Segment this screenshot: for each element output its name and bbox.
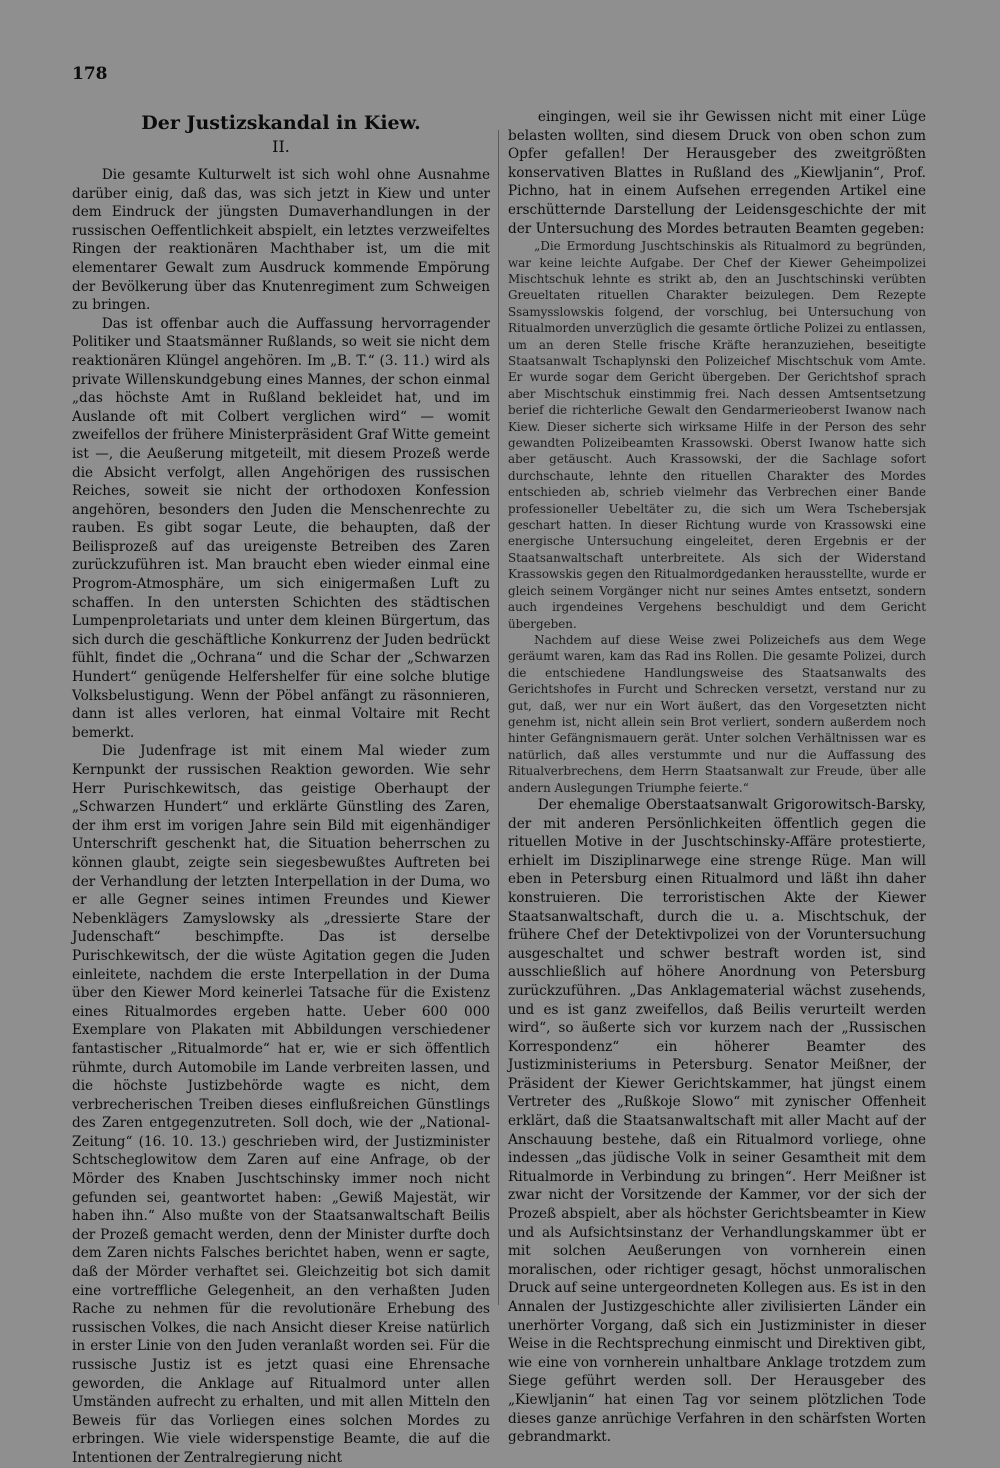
paragraph: Der ehemalige Oberstaatsanwalt Grigorowitsch-Barsky, der mit anderen Persönlichkeiten öffentlich gegen die rituellen Motive in der Juschtschinsky-Affäre protestierte, erhielt im Disziplinarwege eine strenge Rüge. Man will eben in Petersburg einen Ritualmord und läßt ihn daher konstruieren. Die terroristischen Akte der Kiewer Staatsanwaltschaft, durch die u. a. Mischtschuk, der frühere Chef der Detektivpolizei von der Voruntersuchung ausgeschaltet und schwer bestraft worden ist, sind ausschließlich auf höhere Anordnung von Petersburg zurückzuführen. „Das Anklagematerial wächst zusehends, und es ist ganz zweifellos, daß Beilis verurteilt werden wird“, so äußerte sich vor kurzem nach der „Russischen Korrespondenz“ ein höherer Beamter des Justizministeriums in Petersburg. Senator Meißner, der Präsident der Kiewer Gerichtskammer, hat jüngst einem Vertreter des „Rußkoje Slowo“ mit zynischer Offenheit erklärt, daß die Staatsanwaltschaft mit aller Macht auf der Anschauung bestehe, daß ein Ritualmord vorliege, ohne indessen „das jüdische Volk in seiner Gesamtheit mit dem Ritualmorde in Verbindung zu bringen“. Herr Meißner ist zwar nicht der Vorsitzende der Kammer, vor der sich der Prozeß abspielt, aber als höchster Gerichtsbeamter in Kiew und als Aufsichtsinstanz der Verhandlungskammer übt er mit solchen Aeußerungen von vornherein einen moralischen, oder richtiger gesagt, höchst unmoralischen Druck auf seine untergeordneten Kollegen aus. Es ist in den Annalen der Justizgeschichte aller zivilisierten Länder ein unerhörter Vorgang, daß sich ein Justizminister in dieser Weise in die Rechtsprechung einmischt und Direktiven gibt, wie eine von vornherein unhaltbare Anklage trotzdem zum Siege geführt werden soll. Der Herausgeber des „Kiewljanin“ hat einen Tag vor seinem plötzlichen Tode dieses ganze anrüchige Verfahren in den schärfsten Worten gebrandmarkt. [508, 796, 926, 1446]
quote-paragraph: Nachdem auf diese Weise zwei Polizeichefs aus dem Wege geräumt waren, kam das Rad ins Rollen. Die gesamte Polizei, durch die entschiedene Handlungsweise des Staatsanwalts des Gerichtshofes in Furcht und Schrecken versetzt, verstand nur zu gut, daß, wer nur ein Wort äußert, das den Vorgesetzten nicht genehm ist, nicht allein sein Brot verliert, sondern außerdem noch hinter Gefängnismauern gerät. Unter solchen Verhältnissen war es natürlich, daß alles verstummte und nur die Auffassung des Ritualverbrechens, dem Herrn Staatsanwalt zur Freude, über alle andern Auslegungen Triumphe feierte.“ [508, 632, 926, 795]
article-title: Der Justizskandal in Kiew. [141, 112, 421, 134]
left-column [72, 108, 490, 1468]
paragraph: Die gesamte Kulturwelt ist sich wohl ohne Ausnahme darüber einig, daß das, was sich jetzt in Kiew und unter dem Eindruck der jüngsten Dumaverhandlungen in der russischen Oeffentlichkeit abspielt, ein letztes verzweifeltes Ringen der reaktionären Machthaber ist, um die mit elementarer Gewalt zum Ausdruck kommende Empörung der Bevölkerung über das Knutenregiment zum Schweigen zu bringen. [72, 167, 490, 314]
quote-paragraph: „Die Ermordung Juschtschinskis als Ritualmord zu begründen, war keine leichte Aufgabe. Der Chef der Kiewer Geheimpolizei Mischtschuk lehnte es strikt ab, den an Juschtschinski verübten Greueltaten rituellen Charakter beizulegen. Dem Rezepte Ssamysslowskis folgend, der vorschlug, bei Untersuchung von Ritualmorden unverzüglich die gesamte örtliche Polizei zu entlassen, um an deren Stelle frische Kräfte heranzuziehen, beseitigte Staatsanwalt Tschaplynski den Polizeichef Mischtschuk vom Amte. Er wurde sogar dem Gericht übergeben. Der Gerichtshof sprach aber Mischtschuk einstimmig frei. Nach dessen Amtsentsetzung berief die richterliche Gewalt den Gendarmerieoberst Iwanow nach Kiew. Dieser sicherte sich wirksame Hilfe in der Person des sehr gewandten Polizeibeamten Krassowski. Oberst Iwanow hatte sich aber getäuscht. Auch Krassowski, der die Sachlage sofort durchschaute, lehnte den rituellen Charakter des Mordes entschieden ab, schrieb vielmehr das Verbrechen einer Bande professioneller Uebeltäter zu, die sich um Wera Tschebersjak geschart hatten. In dieser Richtung wurde von Krassowski eine energische Untersuchung eingeleitet, deren Ergebnis er der Staatsanwaltschaft unterbreitete. Als sich der Widerstand Krassowskis gegen den Ritualmordgedanken herausstellte, wurde er gleich seinem Vorgänger nicht nur seines Amtes entsetzt, sondern auch irgendeines Vergehens beschuldigt und dem Gericht übergeben. [508, 239, 926, 631]
column-divider [498, 130, 499, 1305]
paragraph: eingingen, weil sie ihr Gewissen nicht mit einer Lüge belasten wollten, sind diesem Druck von oben schon zum Opfer gefallen! Der Herausgeber des zweitgrößten konservativen Blattes in Rußland des „Kiewljanin“, Prof. Pichno, hat in einem Aufsehen erregenden Artikel eine erschütternde Darstellung der Leidensgeschichte der mit der Untersuchung des Mordes betrauten Beamten gegeben: [508, 109, 926, 237]
paragraph: Die Judenfrage ist mit einem Mal wieder zum Kernpunkt der russischen Reaktion geworden. Wie sehr Herr Purischkewitsch, das geistige Oberhaupt der „Schwarzen Hundert“ und erklärte Günstling des Zaren, der ihm erst im vorigen Jahre sein Bild mit eigenhändiger Unterschrift geschenkt hat, die Situation beherrschen zu können glaubt, zeigte sein siegesbewußtes Auftreten bei der Verhandlung der letzten Interpellation in der Duma, wo er alle Gegner seines intimen Freundes und Kiewer Nebenklägers Zamyslowsky als „dressierte Stare der Judenschaft“ beschimpfte. Das ist derselbe Purischkewitsch, der die wüste Agitation gegen die Juden einleitete, nachdem die erste Interpellation in der Duma über den Kiewer Mord keinerlei Tatsache für die Existenz eines Ritualmordes ergeben hatte. Ueber 600 000 Exemplare von Plakaten mit Abbildungen verschiedener fantastischer „Ritualmorde“ hat er, wie er sich öffentlich rühmte, durch Automobile im Lande verbreiten lassen, und die höchste Justizbehörde wagte es nicht, dem verbrecherischen Treiben dieses einflußreichen Günstlings des Zaren entgegenzutreten. Soll doch, wie der „National-Zeitung“ (16. 10. 13.) geschrieben wird, der Justizminister Schtscheglowitow dem Zaren auf eine Anfrage, ob der Mörder des Knaben Juschtschinsky immer noch nicht gefunden sei, geantwortet haben: „Gewiß Majestät, wir haben ihn.“ Also mußte von der Staatsanwaltschaft Beilis der Prozeß gemacht werden, denn der Minister durfte doch dem Zaren nichts Falsches berichtet haben, wenn er sagte, daß der Mörder verhaftet sei. Gleichzeitig bot sich damit eine vortreffliche Gelegenheit, an den verhaßten Juden Rache zu nehmen für die revolutionäre Erhebung des russischen Volkes, die nach Ansicht dieser Kreise natürlich in erster Linie von den Juden veranlaßt worden sei. Für die russische Justiz ist es jetzt quasi eine Ehrensache geworden, die Anklage auf Ritualmord unter allen Umständen aufrecht zu erhalten, und mit allen Mitteln den Beweis für das Vorliegen eines solchen Mordes zu erbringen. Wie viele widerspenstige Beamte, die auf die Intentionen der Zentralregierung nicht [72, 743, 490, 1466]
paragraph: Das ist offenbar auch die Auffassung hervorragender Politiker und Staatsmänner Rußlands, so weit sie nicht dem reaktionären Klüngel angehören. Im „B. T.“ (3. 11.) wird als private Willenskundgebung eines Mannes, der schon einmal „das höchste Amt in Rußland bekleidet hat, und im Auslande oft mit Colbert verglichen wird“ — womit zweifellos der frühere Ministerpräsident Graf Witte gemeint ist —, die Aeußerung mitgeteilt, mit diesem Prozeß werde die Absicht verfolgt, allen Angehörigen des russischen Reiches, soweit sie nicht der orthodoxen Konfession angehören, besonders den Juden die Menschenrechte zu rauben. Es gibt sogar Leute, die behaupten, daß der Beilisprozeß auf das ureigenste Betreiben des Zaren zurückzuführen ist. Man braucht eben wieder einmal eine Progrom-Atmosphäre, um sich einigermaßen Luft zu schaffen. In den untersten Schichten des städtischen Lumpenproletariats und unter dem kleinen Bürgertum, das sich durch die geschäftliche Konkurrenz der Juden bedrückt fühlt, findet die „Ochrana“ und die Schar der „Schwarzen Hundert“ genügende Helfershelfer für eine solche blutige Volksbelustigung. Wenn der Pöbel anfängt zu räsonnieren, dann ist alles verloren, hat einmal Voltaire mit Recht bemerkt. [72, 315, 490, 741]
article-subtitle: II. [272, 137, 290, 156]
page-number: 178 [72, 64, 108, 84]
right-column [508, 108, 926, 1447]
